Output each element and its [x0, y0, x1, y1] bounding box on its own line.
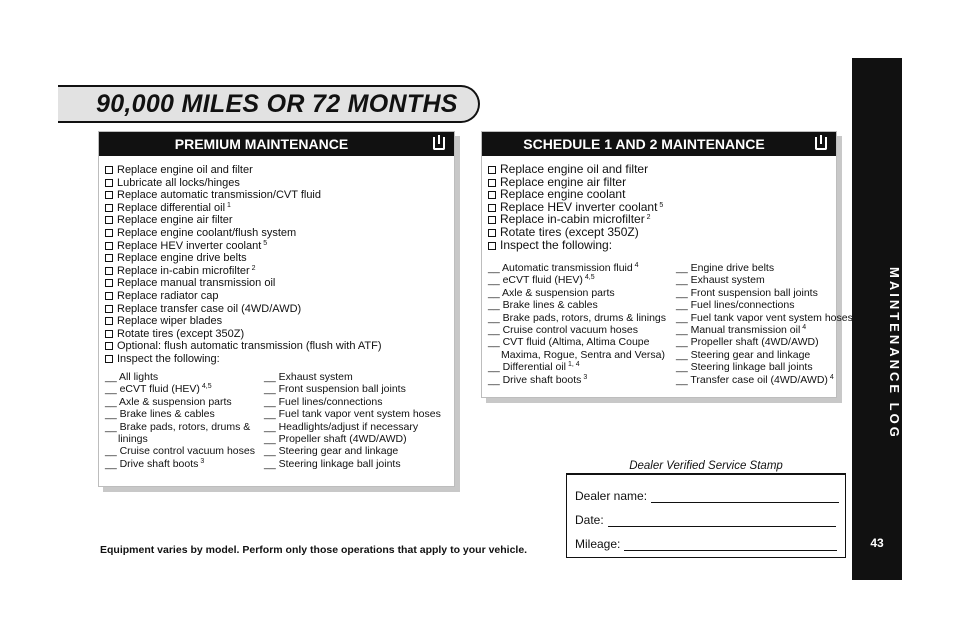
- inspect-item: [488, 262, 666, 274]
- item-text: __ Engine drive belts: [676, 262, 775, 274]
- item-text: __ Drive shaft boots: [488, 373, 582, 386]
- footnote-marker: 4,5: [582, 274, 595, 282]
- checklist-item: [105, 164, 382, 177]
- item-text: Maxima, Rogue, Sentra and Versa): [501, 348, 666, 361]
- item-text: __ Fuel tank vapor vent system hoses: [676, 311, 853, 324]
- item-text: __ Differential oil: [488, 361, 567, 374]
- checkbox[interactable]: [488, 191, 496, 199]
- checklist-item: [105, 252, 382, 265]
- inspect-item: [676, 312, 853, 324]
- inspect-item: [488, 349, 666, 361]
- inspect-item: [264, 396, 441, 408]
- stamp-title: Dealer Verified Service Stamp: [629, 460, 783, 472]
- schedule-header: [482, 132, 836, 156]
- item-text: Replace engine drive belts: [117, 252, 247, 265]
- checkbox[interactable]: [105, 279, 113, 287]
- dealer-name-field[interactable]: [575, 489, 839, 503]
- footnote-marker: 5: [657, 201, 664, 209]
- page-number: 43: [870, 536, 884, 550]
- item-text: Replace wiper blades: [117, 315, 223, 328]
- checklist-item: [105, 177, 382, 190]
- inspect-item: [488, 287, 666, 299]
- checkbox[interactable]: [488, 242, 496, 250]
- item-text: Rotate tires (except 350Z): [117, 327, 245, 340]
- date-label: Date:: [575, 513, 604, 527]
- checklist-item: [105, 202, 382, 215]
- checklist-item: [105, 265, 382, 278]
- checkbox[interactable]: [488, 166, 496, 174]
- premium-inspect-left: [105, 371, 255, 470]
- item-text: Replace engine coolant/flush system: [117, 226, 297, 239]
- checklist-item: [105, 227, 382, 240]
- inspect-item: [488, 361, 666, 373]
- checkbox[interactable]: [488, 179, 496, 187]
- item-text: Lubricate all locks/hinges: [117, 176, 240, 189]
- checkbox[interactable]: [105, 292, 113, 300]
- inspect-item: [264, 383, 441, 395]
- dealer-name-label: Dealer name:: [575, 489, 648, 503]
- mileage-field[interactable]: [575, 537, 837, 551]
- footnote-marker: 3: [198, 457, 205, 465]
- inspect-item: [264, 458, 441, 470]
- checklist-item: [105, 189, 382, 202]
- inspect-item: [676, 287, 853, 299]
- checkbox[interactable]: [105, 330, 113, 338]
- item-text: __ Steering linkage ball joints: [264, 457, 401, 470]
- inspect-item: [676, 262, 853, 274]
- inspect-item: [488, 312, 666, 324]
- checklist-item: [105, 340, 382, 353]
- inspect-item: [105, 458, 255, 470]
- sidebar-tab: [852, 58, 902, 580]
- checkbox[interactable]: [105, 216, 113, 224]
- inspect-item: [264, 421, 441, 433]
- mileage-label: Mileage:: [575, 537, 621, 551]
- inspect-item: [264, 408, 441, 420]
- item-text: __ Manual transmission oil: [676, 324, 801, 337]
- item-text: __ Cruise control vacuum hoses: [105, 445, 255, 458]
- item-text: Replace HEV inverter coolant: [500, 199, 658, 214]
- checklist-item: [105, 353, 382, 366]
- checklist-item: [105, 277, 382, 290]
- schedule-inspect-left: [488, 262, 666, 386]
- inspect-item: [264, 371, 441, 383]
- item-text: __ Steering gear and linkage: [264, 445, 399, 458]
- premium-maintenance-panel: [98, 131, 455, 487]
- interval-title: 90,000 MILES OR 72 MONTHS: [96, 90, 458, 118]
- premium-inspect-right: [264, 371, 441, 470]
- item-text: __ eCVT fluid (HEV): [105, 383, 200, 396]
- item-text: __ Front suspension ball joints: [264, 383, 406, 396]
- checkbox[interactable]: [105, 179, 113, 187]
- checkbox[interactable]: [488, 204, 496, 212]
- item-text: __ Exhaust system: [676, 274, 765, 287]
- schedule-inspect-right: [676, 262, 853, 386]
- item-text: __ Exhaust system: [264, 371, 353, 383]
- premium-checklist: [105, 164, 382, 366]
- checkbox[interactable]: [105, 355, 113, 363]
- item-text: __ Fuel lines/connections: [264, 395, 383, 408]
- item-text: Replace engine oil and filter: [500, 162, 649, 176]
- item-text: __ CVT fluid (Altima, Altima Coupe: [488, 336, 650, 349]
- date-field[interactable]: [575, 513, 836, 527]
- item-text: __ Automatic transmission fluid: [488, 262, 633, 274]
- item-text: Replace radiator cap: [117, 289, 219, 302]
- checklist-item: [105, 290, 382, 303]
- inspect-item: [105, 371, 255, 383]
- footnote-marker: 4,5: [199, 383, 212, 391]
- checkbox[interactable]: [105, 229, 113, 237]
- checkbox[interactable]: [105, 191, 113, 199]
- schedule-maintenance-panel: [481, 131, 853, 398]
- item-text: __ Axle & suspension parts: [488, 286, 615, 299]
- item-text: Replace differential oil: [117, 201, 226, 214]
- checklist-item: [488, 239, 663, 252]
- item-text: Replace engine coolant: [500, 187, 626, 202]
- inspect-item: [105, 421, 255, 433]
- item-text: Replace HEV inverter coolant: [117, 239, 262, 252]
- inspect-item: [105, 396, 255, 408]
- inspect-item: [105, 408, 255, 420]
- footnote-marker: 2: [644, 214, 651, 222]
- item-text: Inspect the following:: [500, 237, 613, 252]
- inspect-item: [488, 274, 666, 286]
- inspect-item: [676, 274, 853, 286]
- item-text: __ eCVT fluid (HEV): [488, 274, 583, 287]
- checkbox[interactable]: [105, 242, 113, 250]
- inspect-item: [676, 349, 853, 361]
- schedule-title: SCHEDULE 1 AND 2 MAINTENANCE: [523, 136, 765, 152]
- checklist-item: [105, 328, 382, 341]
- checkbox[interactable]: [105, 342, 113, 350]
- inspect-item: [676, 299, 853, 311]
- item-text: __ All lights: [105, 371, 159, 383]
- item-text: __ Fuel tank vapor vent system hoses: [264, 408, 441, 421]
- item-text: Replace engine air filter: [117, 214, 233, 227]
- item-text: Replace in-cabin microfilter: [117, 264, 250, 277]
- item-text: __ Steering linkage ball joints: [676, 361, 813, 374]
- item-text: __ Headlights/adjust if necessary: [264, 420, 419, 433]
- item-text: __ Cruise control vacuum hoses: [488, 324, 638, 337]
- footnote-marker: 3: [581, 373, 588, 381]
- inspect-item: [676, 336, 853, 348]
- inspect-item: [676, 374, 853, 386]
- item-text: __ Propeller shaft (4WD/AWD): [676, 336, 819, 349]
- inspect-item: [676, 324, 853, 336]
- item-text: Replace automatic transmission/CVT fluid: [117, 189, 321, 202]
- book-icon: [815, 137, 827, 150]
- footnote-marker: 1: [225, 201, 231, 209]
- item-text: __ Drive shaft boots: [105, 457, 199, 470]
- item-text: linings: [118, 433, 148, 446]
- item-text: __ Propeller shaft (4WD/AWD): [264, 433, 407, 446]
- interval-banner: [58, 85, 480, 123]
- item-text: Rotate tires (except 350Z): [500, 224, 639, 239]
- checkbox[interactable]: [105, 267, 113, 275]
- item-text: Optional: flush automatic transmission (flush with ATF): [117, 340, 382, 353]
- item-text: Inspect the following:: [117, 352, 220, 365]
- checklist-item: [105, 240, 382, 253]
- item-text: Replace manual transmission oil: [117, 277, 276, 290]
- checkbox[interactable]: [105, 317, 113, 325]
- item-text: Replace in-cabin microfilter: [500, 212, 645, 227]
- item-text: __ Transfer case oil (4WD/AWD): [676, 373, 828, 386]
- inspect-item: [264, 445, 441, 457]
- footer-note: Equipment varies by model. Perform only those operations that apply to your vehicle.: [100, 544, 528, 556]
- sidebar-title: MAINTENANCE LOG: [887, 266, 902, 440]
- checkbox[interactable]: [105, 305, 113, 313]
- footnote-marker: 4: [800, 324, 807, 332]
- inspect-item: [488, 336, 666, 348]
- inspect-item: [676, 361, 853, 373]
- inspect-item: [105, 445, 255, 457]
- item-text: __ Brake lines & cables: [105, 408, 215, 421]
- item-text: __ Brake pads, rotors, drums &: [105, 420, 251, 433]
- date-line: [608, 515, 836, 527]
- item-text: Replace engine air filter: [500, 174, 627, 189]
- footnote-marker: 4: [827, 373, 834, 381]
- checkbox[interactable]: [105, 204, 113, 212]
- item-text: __ Fuel lines/connections: [676, 299, 795, 312]
- dealer-name-line: [651, 491, 839, 503]
- footnote-marker: 2: [249, 264, 256, 272]
- item-text: __ Brake lines & cables: [488, 299, 598, 312]
- inspect-item: [488, 299, 666, 311]
- mileage-line: [624, 539, 837, 551]
- inspect-item: [488, 324, 666, 336]
- checkbox[interactable]: [488, 229, 496, 237]
- premium-header: [99, 132, 454, 156]
- inspect-item: [264, 433, 441, 445]
- schedule-checklist: [488, 163, 663, 251]
- checkbox[interactable]: [105, 254, 113, 262]
- inspect-item: [105, 383, 255, 395]
- inspect-item: [105, 433, 255, 445]
- footnote-marker: 5: [261, 239, 268, 247]
- item-text: __ Front suspension ball joints: [676, 286, 818, 299]
- item-text: __ Axle & suspension parts: [105, 395, 232, 408]
- book-icon: [433, 137, 445, 150]
- inspect-item: [488, 374, 666, 386]
- premium-title: PREMIUM MAINTENANCE: [174, 136, 349, 152]
- item-text: Replace engine oil and filter: [117, 164, 253, 176]
- checklist-item: [105, 303, 382, 316]
- item-text: Replace transfer case oil (4WD/AWD): [117, 302, 302, 315]
- item-text: __ Brake pads, rotors, drums & linings: [488, 311, 666, 324]
- footnote-marker: 4: [632, 262, 639, 269]
- item-text: __ Steering gear and linkage: [676, 348, 811, 361]
- dealer-stamp-box: [566, 474, 846, 558]
- footnote-marker: 1, 4: [566, 361, 580, 369]
- checklist-item: [105, 214, 382, 227]
- checkbox[interactable]: [488, 216, 496, 224]
- checklist-item: [105, 315, 382, 328]
- checkbox[interactable]: [105, 166, 113, 174]
